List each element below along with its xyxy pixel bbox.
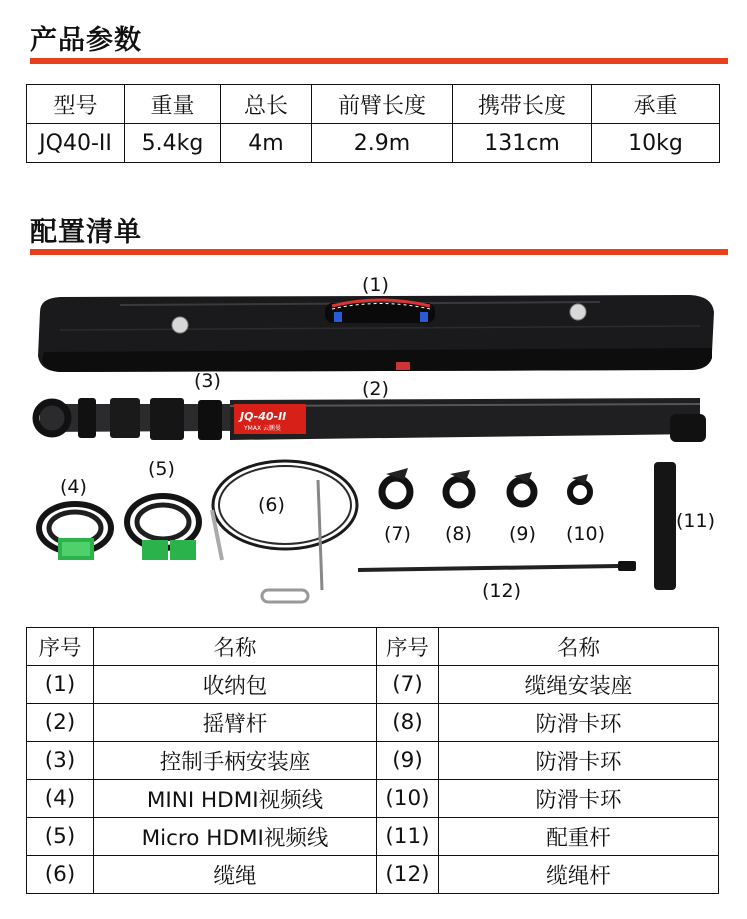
- photo-label-8: (8): [445, 523, 472, 545]
- photo-label-2: (2): [362, 378, 389, 400]
- list-index: (1): [27, 666, 94, 704]
- product-photo: [0, 262, 747, 622]
- list-index: (10): [377, 780, 439, 818]
- table-row: [27, 704, 719, 742]
- list-index: (3): [27, 742, 94, 780]
- list-item-name: 控制手柄安装座: [94, 742, 377, 780]
- list-item-name: 缆绳: [94, 856, 377, 894]
- table-row: [27, 742, 719, 780]
- photo-label-12: (12): [482, 580, 522, 602]
- list-header-index-left: 序号: [27, 628, 94, 666]
- params-value-weight: 5.4kg: [125, 124, 221, 163]
- cable-rod-image: [358, 561, 636, 571]
- list-header-row: [27, 628, 719, 666]
- list-item-name: 缆绳杆: [439, 856, 719, 894]
- params-header-load: 承重: [592, 85, 720, 124]
- table-row: [27, 780, 719, 818]
- photo-label-9: (9): [509, 523, 536, 545]
- carry-bag-image: [38, 295, 714, 372]
- config-title-underline: [30, 249, 728, 255]
- anti-slip-clamp-image-1: [446, 470, 472, 505]
- mini-hdmi-cable-image: [39, 504, 111, 560]
- list-header-name-right: 名称: [439, 628, 719, 666]
- list-index: (4): [27, 780, 94, 818]
- cable-mount-image: [382, 468, 410, 506]
- params-table: [26, 84, 720, 163]
- list-index: (7): [377, 666, 439, 704]
- list-header-name-left: 名称: [94, 628, 377, 666]
- micro-hdmi-cable-image: [127, 496, 199, 560]
- cable-rope-image: [212, 461, 357, 602]
- params-value-total-length: 4m: [221, 124, 312, 163]
- config-list-table: [26, 627, 719, 894]
- params-header-weight: 重量: [125, 85, 221, 124]
- list-index: (11): [377, 818, 439, 856]
- table-row: [27, 856, 719, 894]
- params-header-total-length: 总长: [221, 85, 312, 124]
- anti-slip-clamp-image-3: [570, 474, 590, 502]
- list-item-name: 防滑卡环: [439, 780, 719, 818]
- list-item-name: 配重杆: [439, 818, 719, 856]
- list-index: (8): [377, 704, 439, 742]
- config-section-title: 配置清单: [30, 217, 142, 248]
- params-value-row: [27, 124, 720, 163]
- params-title-underline: [30, 58, 728, 64]
- table-row: [27, 818, 719, 856]
- params-value-carry-length: 131cm: [453, 124, 592, 163]
- list-index: (9): [377, 742, 439, 780]
- pole-brand-text: YMAX 云鹏曼: [244, 425, 281, 432]
- counterweight-bar-image: [654, 462, 676, 590]
- photo-label-3: (3): [194, 370, 221, 392]
- photo-label-5: (5): [148, 458, 175, 480]
- photo-label-11: (11): [676, 510, 716, 532]
- params-header-model: 型号: [27, 85, 125, 124]
- params-header-carry-length: 携带长度: [453, 85, 592, 124]
- list-item-name: MINI HDMI视频线: [94, 780, 377, 818]
- list-item-name: 防滑卡环: [439, 742, 719, 780]
- params-section-title: 产品参数: [30, 25, 142, 56]
- anti-slip-clamp-image-2: [510, 472, 534, 504]
- table-row: [27, 666, 719, 704]
- photo-label-7: (7): [384, 523, 411, 545]
- photo-label-1: (1): [362, 274, 389, 296]
- list-item-name: 缆绳安装座: [439, 666, 719, 704]
- params-value-forearm-length: 2.9m: [312, 124, 453, 163]
- params-header-forearm-length: 前臂长度: [312, 85, 453, 124]
- list-item-name: Micro HDMI视频线: [94, 818, 377, 856]
- params-header-row: [27, 85, 720, 124]
- photo-label-10: (10): [566, 523, 606, 545]
- list-index: (2): [27, 704, 94, 742]
- photo-label-6: (6): [258, 494, 285, 516]
- list-index: (12): [377, 856, 439, 894]
- pole-model-text: JQ-40-II: [240, 410, 287, 423]
- list-item-name: 摇臂杆: [94, 704, 377, 742]
- list-item-name: 收纳包: [94, 666, 377, 704]
- photo-label-4: (4): [60, 476, 87, 498]
- params-value-load: 10kg: [592, 124, 720, 163]
- list-index: (5): [27, 818, 94, 856]
- params-value-model: JQ40-II: [27, 124, 125, 163]
- list-header-index-right: 序号: [377, 628, 439, 666]
- boom-pole-image: [36, 398, 706, 442]
- list-item-name: 防滑卡环: [439, 704, 719, 742]
- list-index: (6): [27, 856, 94, 894]
